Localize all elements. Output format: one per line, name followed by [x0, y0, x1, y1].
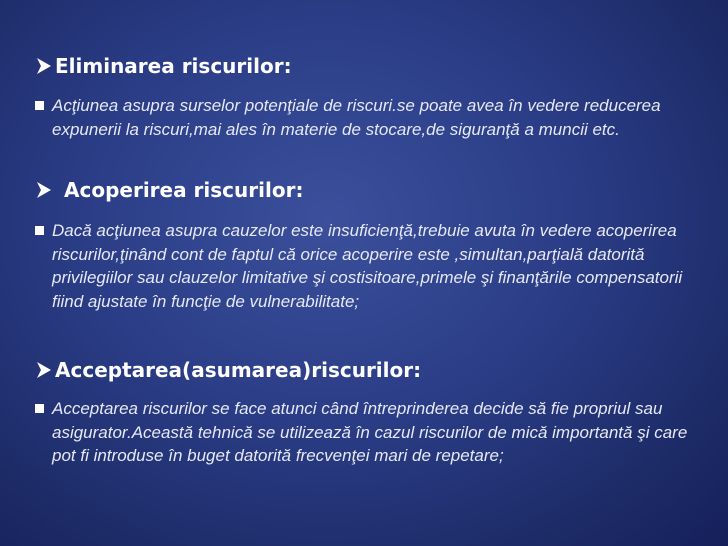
square-bullet-icon [35, 404, 44, 413]
bullet-text: Acceptarea riscurilor se face atunci când întreprinderea decide să fie propriul sau asigurator.Această tehnică se utilizează în cazul riscurilor de mică importantă şi care pot fi introduse în buget datorită frecvenţei mari de repetare; [52, 399, 688, 465]
bullet-text: Dacă acţiunea asupra cauzelor este insuficienţă,trebuie avuta în vedere acoperirea riscurilor,ţinând cont de faptul că orice acoperire este ,simultan,parţială datorită privilegiilor sau clauzelor limitative şi costisitoare,primele şi finanţările compensatorii fiind ajustate în funcţie de vulnerabilitate; [52, 221, 683, 311]
section-heading-acoperire [34, 178, 303, 202]
bullet-text: Acţiunea asupra surselor potenţiale de riscuri.se poate avea în vedere reducerea expunerii la riscuri,mai ales în materie de stocare,de siguranţă a muncii etc. [52, 96, 661, 139]
arrow-bullet-icon [34, 56, 54, 76]
heading-text: Acoperirea riscurilor: [64, 178, 304, 202]
square-bullet-icon [35, 101, 44, 110]
square-bullet-icon [35, 226, 44, 235]
heading-text: Acceptarea(asumarea)riscurilor: [55, 358, 422, 382]
bullet-eliminare [35, 94, 695, 141]
section-heading-acceptare [34, 358, 421, 382]
section-heading-eliminare [34, 54, 292, 78]
arrow-bullet-icon [34, 180, 54, 200]
arrow-bullet-icon [34, 360, 54, 380]
bullet-acoperire [35, 219, 695, 313]
bullet-acceptare [35, 397, 695, 468]
heading-text: Eliminarea riscurilor: [55, 54, 292, 78]
